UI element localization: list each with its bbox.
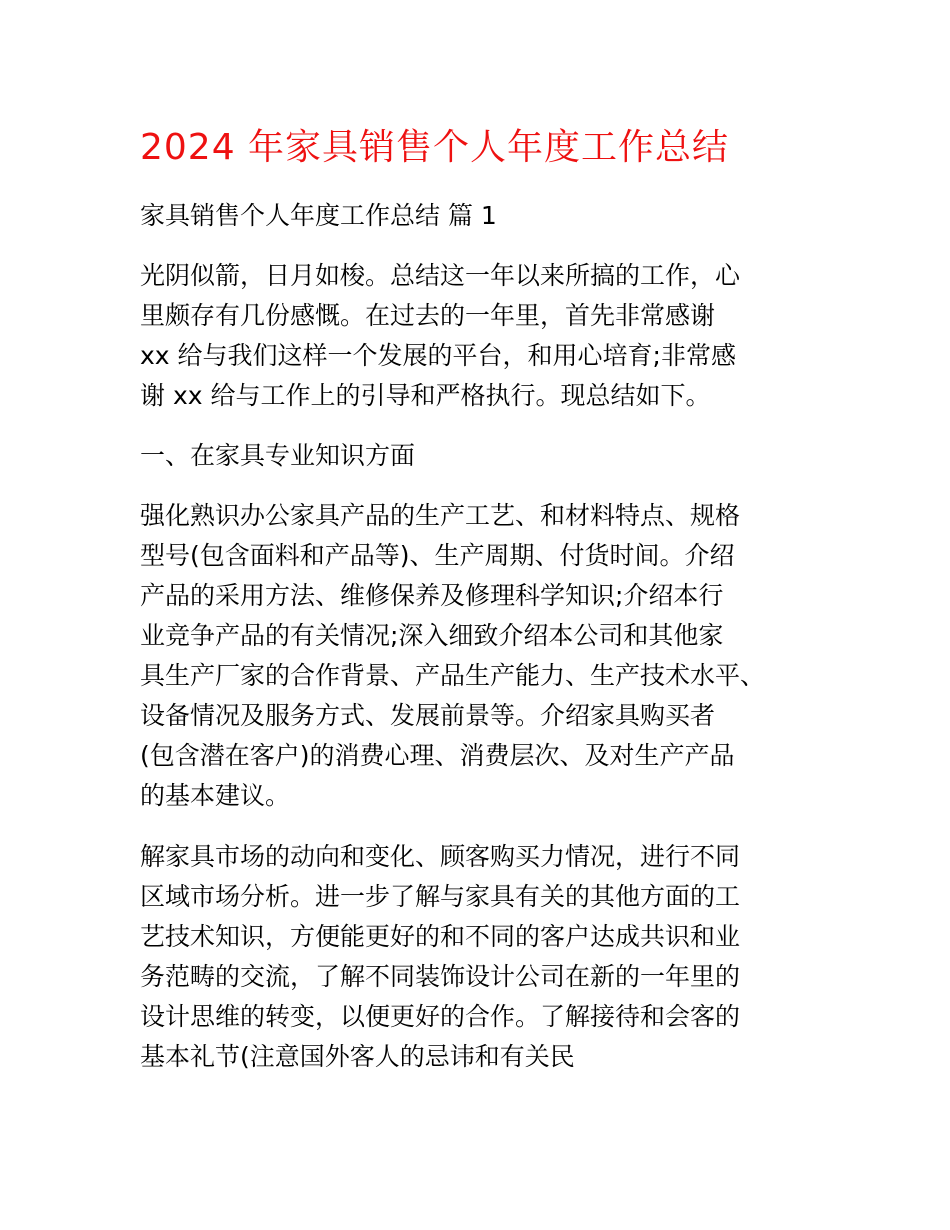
paragraph-line: 的基本建议。 — [140, 781, 291, 810]
document-title: 2024 年家具销售个人年度工作总结 — [140, 127, 730, 168]
paragraph-line: 艺技术知识，方便能更好的和不同的客户达成共识和业 — [140, 922, 741, 951]
subtitle: 家具销售个人年度工作总结 篇 1 — [140, 201, 497, 230]
paragraph-line: 光阴似箭，日月如梭。总结这一年以来所搞的工作，心 — [140, 261, 741, 290]
paragraph-line: 谢 xx 给与工作上的引导和严格执行。现总结如下。 — [140, 381, 711, 410]
paragraph-line: 业竞争产品的有关情况;深入细致介绍本公司和其他家 — [140, 621, 724, 650]
paragraph-line: 基本礼节(注意国外客人的忌讳和有关民 — [140, 1042, 575, 1071]
paragraph-line: 设备情况及服务方式、发展前景等。介绍家具购买者 — [140, 701, 716, 730]
paragraph-line: xx 给与我们这样一个发展的平台，和用心培育;非常感 — [140, 341, 736, 370]
paragraph-line: 产品的采用方法、维修保养及修理科学知识;介绍本行 — [140, 581, 724, 610]
paragraph-line: 区域市场分析。进一步了解与家具有关的其他方面的工 — [140, 882, 741, 911]
paragraph-line: 里颇存有几份感慨。在过去的一年里，首先非常感谢 — [140, 301, 716, 330]
paragraph-line: 强化熟识办公家具产品的生产工艺、和材料特点、规格 — [140, 501, 741, 530]
section-heading: 一、在家具专业知识方面 — [140, 441, 416, 470]
paragraph-line: 解家具市场的动向和变化、顾客购买力情况，进行不同 — [140, 842, 741, 871]
paragraph-line: 务范畴的交流，了解不同装饰设计公司在新的一年里的 — [140, 962, 741, 991]
paragraph-line: (包含潜在客户)的消费心理、消费层次、及对生产产品 — [140, 741, 735, 770]
paragraph-line: 具生产厂家的合作背景、产品生产能力、生产技术水平、 — [140, 661, 766, 690]
paragraph-line: 型号(包含面料和产品等)、生产周期、付货时间。介绍 — [140, 541, 735, 570]
paragraph-line: 设计思维的转变，以便更好的合作。了解接待和会客的 — [140, 1002, 741, 1031]
